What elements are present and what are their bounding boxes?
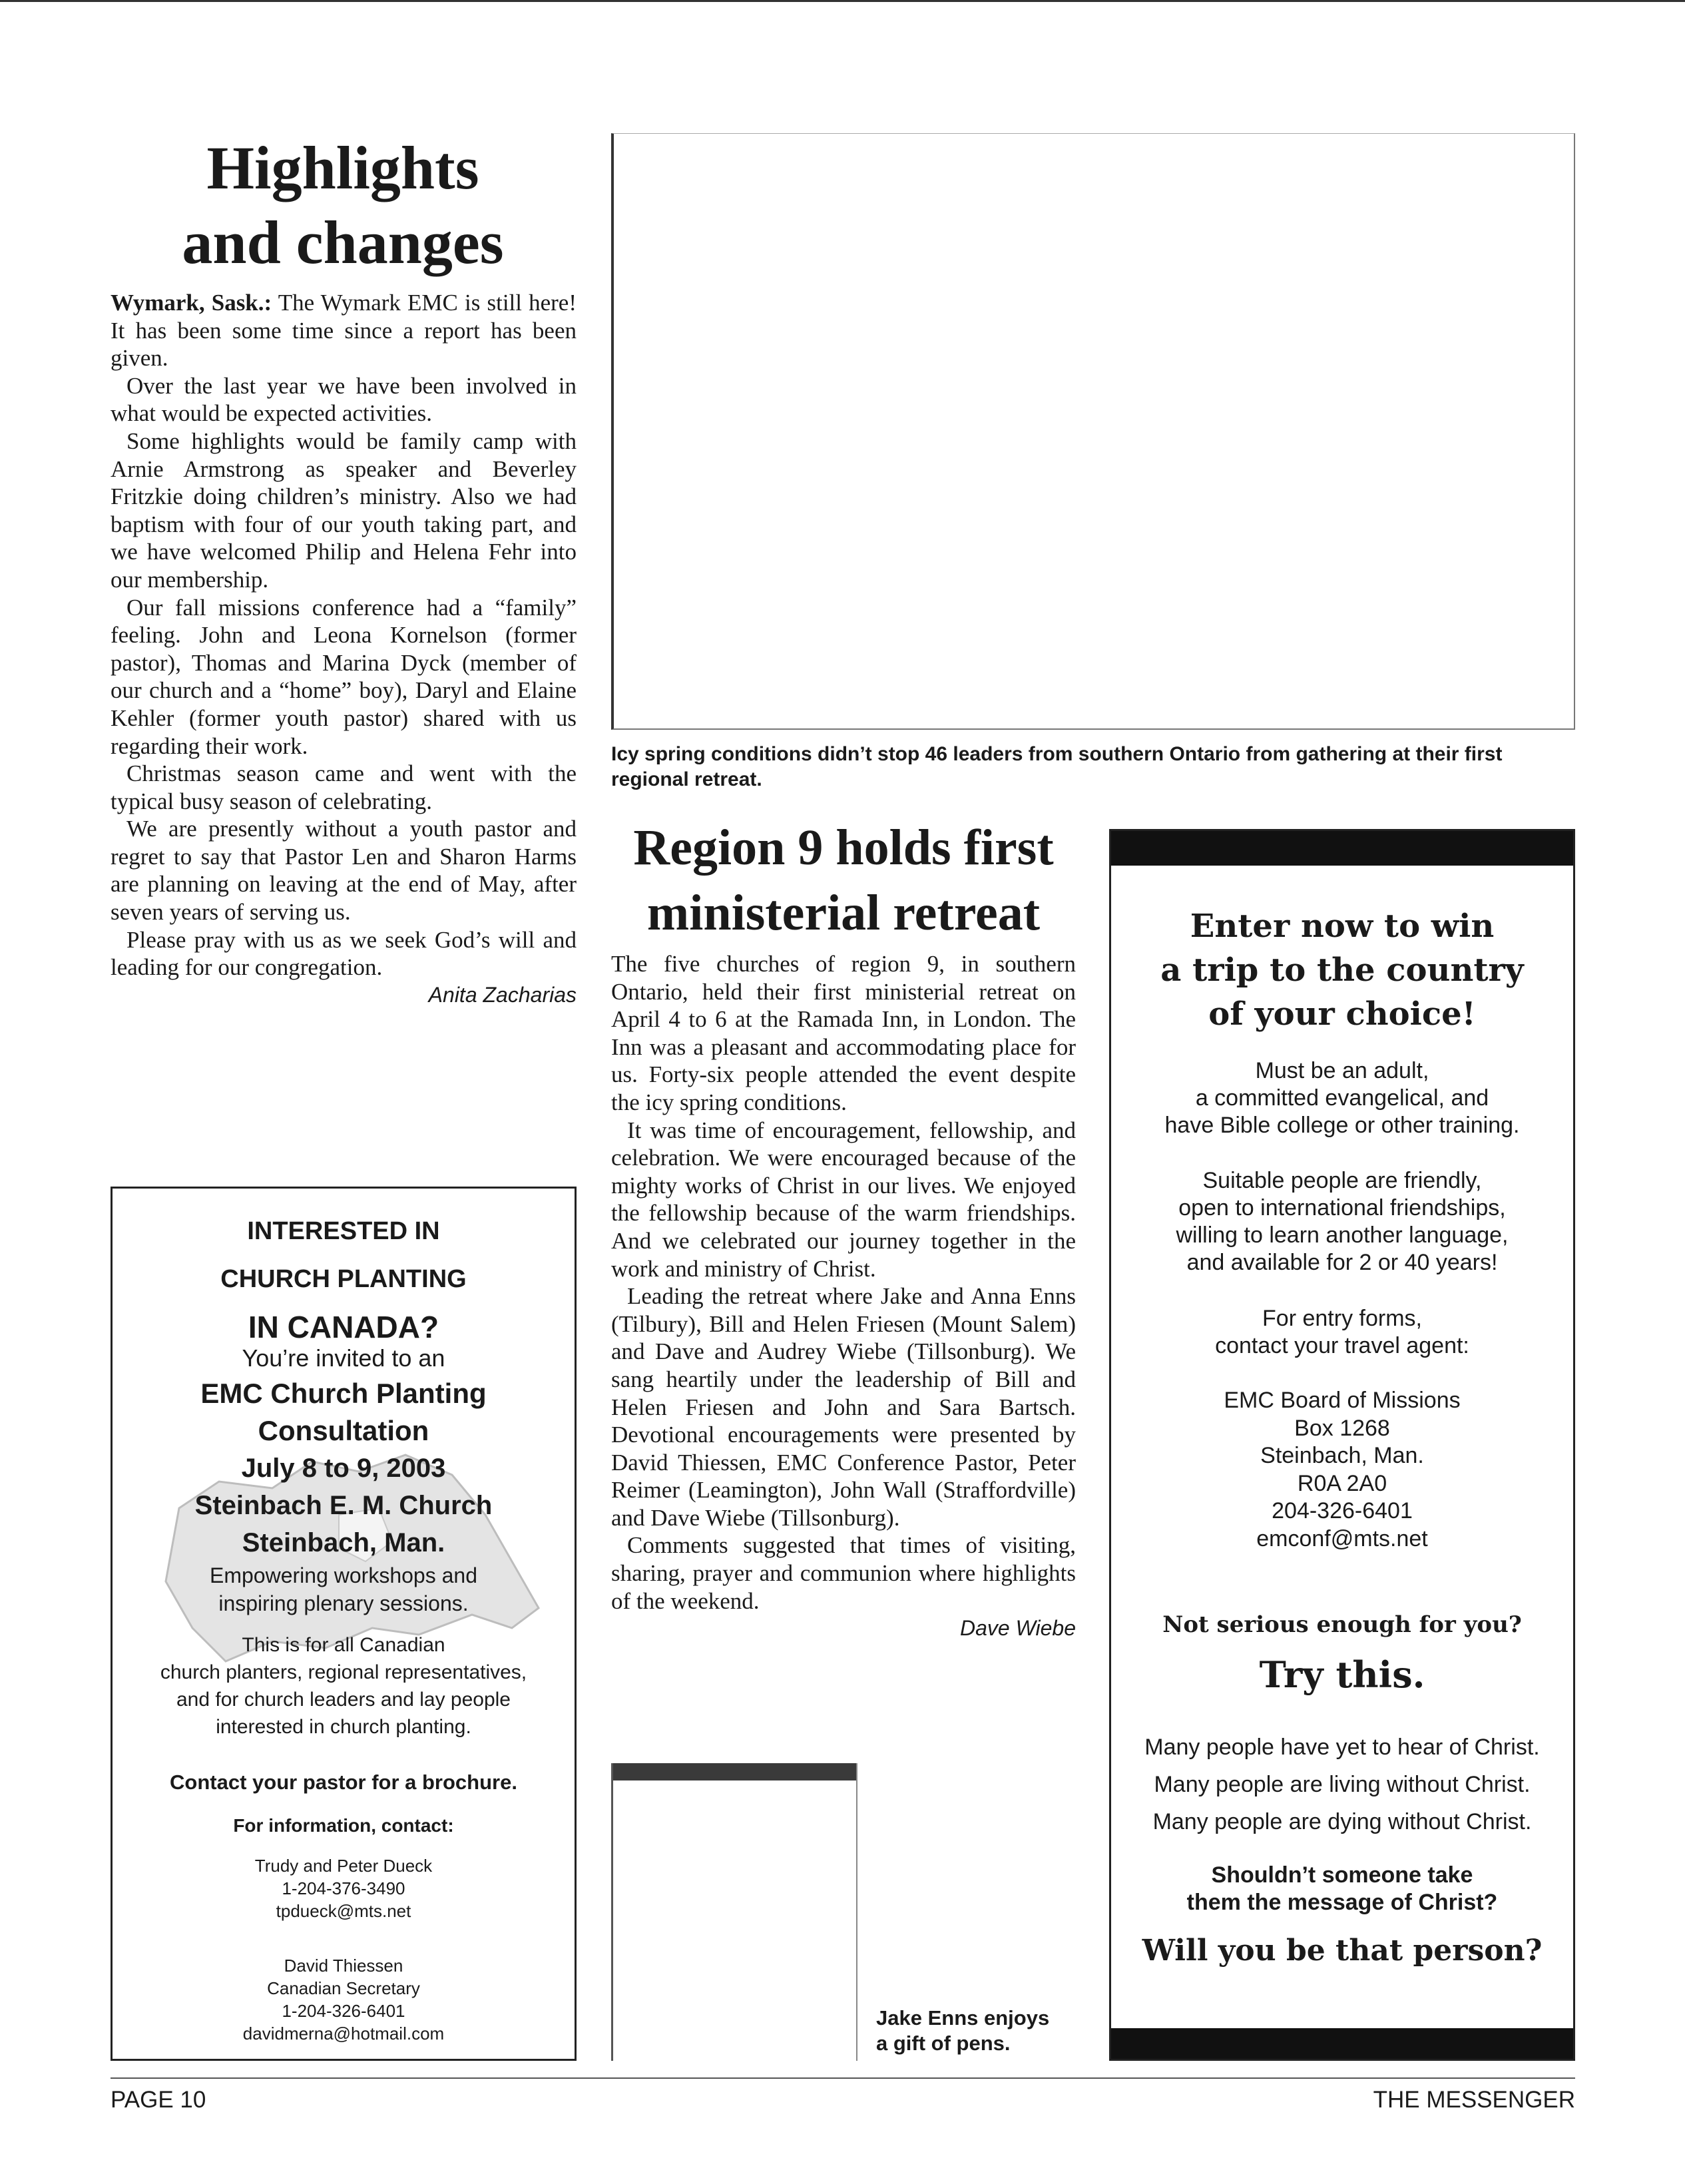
- region-headline-line2: ministerial retreat: [646, 885, 1041, 941]
- church-planting-ad: [111, 1187, 577, 2061]
- trip-address: EMC Board of Missions Box 1268 Steinbach, Man. R0A 2A0 204-326-6401 emconf@mts.net: [1224, 1388, 1461, 1551]
- trip-not-serious: Not serious enough for you?: [1162, 1611, 1522, 1638]
- trip-will-you: Will you be that person?: [1142, 1934, 1543, 1968]
- left-headline-line2: and changes: [182, 208, 504, 276]
- ad-heading-line1: INTERESTED IN: [247, 1217, 440, 1245]
- photo-caption: Icy spring conditions didn’t stop 46 leaders from southern Ontario from gathering at their first regional retreat.: [611, 743, 1503, 790]
- dateline: Wymark, Sask.:: [111, 290, 272, 316]
- ad-dates: July 8 to 9, 2003: [241, 1454, 446, 1483]
- trip-try-this: Try this.: [1259, 1653, 1425, 1696]
- ad-event-line2: Consultation: [258, 1415, 429, 1446]
- ad-event-block: [113, 1342, 575, 1617]
- region-paragraph: Comments suggested that times of visiting, sharing, prayer and communion where highlights of the weekend.: [611, 1532, 1076, 1614]
- trip-suitable: Suitable people are friendly, open to international friendships, willing to learn another language, and available for 2 or 40 years!: [1176, 1168, 1509, 1275]
- left-paragraph: Some highlights would be family camp with Arnie Armstrong as speaker and Beverley Fritzkie doing children’s ministry. Also we had baptism with four of our youth taking part, and we have welcomed Philip and Helena Fehr into our membership.: [111, 427, 577, 593]
- ad-venue-line1: Steinbach E. M. Church: [194, 1491, 493, 1520]
- region-headline-line1: Region 9 holds first: [633, 820, 1054, 876]
- left-paragraph: Over the last year we have been involved in what would be expected activities.: [111, 372, 577, 427]
- left-paragraph: Christmas season came and went with the typical busy season of celebrating.: [111, 760, 577, 814]
- ad-heading-line3: IN CANADA?: [248, 1310, 439, 1344]
- ad-audience: This is for all Canadian church planters, regional representatives, and for church leaders and lay people interested in church planting.: [160, 1634, 527, 1738]
- ad-heading-line2: CHURCH PLANTING: [220, 1265, 467, 1293]
- trip-many-people: Many people have yet to hear of Christ. Many people are living without Christ. Many people are dying without Christ.: [1144, 1735, 1540, 1834]
- ad-contact-2: David Thiessen Canadian Secretary 1-204-326-6401 davidmerna@hotmail.com: [242, 1956, 445, 2044]
- retreat-photo: [611, 133, 1575, 730]
- left-headline: [110, 131, 576, 280]
- left-paragraph: We are presently without a youth pastor and regret to say that Pastor Len and Sharon Harms are planning on leaving at the end of May, after seven years of serving us.: [111, 816, 577, 926]
- ad-contact-1: Trudy and Peter Dueck 1-204-376-3490 tpdueck@mts.net: [254, 1856, 433, 1921]
- jake-enns-caption: Jake Enns enjoys a gift of pens.: [876, 2006, 1050, 2055]
- ad-venue-line2: Steinbach, Man.: [242, 1528, 445, 1557]
- left-paragraph: Wymark, Sask.: The Wymark EMC is still here! It has been some time since a report has been given.: [111, 290, 577, 372]
- photo-top-bar: [613, 1763, 856, 1780]
- ad-tagline-line1: Empowering workshops and: [210, 1563, 477, 1587]
- trip-entry-forms: For entry forms, contact your travel agent:: [1215, 1306, 1469, 1358]
- trip-ad-top-bar: [1111, 831, 1573, 866]
- left-paragraph: Please pray with us as we seek God’s will and leading for our congregation.: [111, 926, 577, 981]
- region-paragraph: The five churches of region 9, in southern Ontario, held their first ministerial retreat on April 4 to 6 at the Ramada Inn, in London. The Inn was a pleasant and accommodating place for us. Forty-six people attended the event despite the icy spring conditions.: [611, 951, 1076, 1115]
- region-paragraph: Leading the retreat where Jake and Anna Enns (Tilbury), Bill and Helen Friesen (Mount Salem) and Dave and Audrey Wiebe (Tillsonburg). We sang heartily under the leadership of Bill and Helen Friesen and John and Sara Bartsch. Devotional encouragements were presented by David Thiessen, EMC Conference Pastor, Peter Reimer (Leamington), John Wall (Straffordville) and Dave Wiebe (Tillsonburg).: [611, 1283, 1076, 1531]
- trip-ad-bottom-bar: [1111, 2028, 1573, 2059]
- trip-requirements: Must be an adult, a committed evangelical, and have Bible college or other training.: [1164, 1058, 1520, 1138]
- trip-ad: [1109, 829, 1575, 2061]
- region-article-body: [611, 950, 1076, 1643]
- ad-heading: [113, 1207, 575, 1351]
- trip-shouldnt: Shouldn’t someone take them the message of Christ?: [1186, 1862, 1498, 1915]
- region-headline: [610, 815, 1077, 946]
- top-border: [0, 0, 1685, 2]
- footer-page-number: PAGE 10: [111, 2087, 206, 2113]
- region-byline: Dave Wiebe: [959, 1616, 1076, 1641]
- ad-info-label: For information, contact:: [233, 1815, 454, 1836]
- left-byline: Anita Zacharias: [428, 982, 577, 1007]
- left-article-body: [111, 289, 577, 1009]
- trip-title: Enter now to win a trip to the country of your choice!: [1160, 908, 1524, 1033]
- ad-invite: You’re invited to an: [242, 1344, 445, 1372]
- ad-tagline-line2: inspiring plenary sessions.: [218, 1591, 469, 1615]
- ad-brochure: Contact your pastor for a brochure.: [170, 1771, 517, 1794]
- jake-enns-photo: [611, 1763, 857, 2061]
- region-paragraph: It was time of encouragement, fellowship, and celebration. We were encouraged because of the mighty works of Christ in our lives. We enjoyed the fellowship because of the warm friendships. And we celebrated our journey together in the work and ministry of Christ.: [611, 1117, 1076, 1282]
- left-headline-line1: Highlights: [206, 134, 479, 202]
- footer-publication: THE MESSENGER: [1373, 2087, 1575, 2113]
- ad-event-line1: EMC Church Planting: [200, 1378, 487, 1409]
- left-paragraph: Our fall missions conference had a “family” feeling. John and Leona Kornelson (former pastor), Thomas and Marina Dyck (member of our church and a “home” boy), Daryl and Elaine Kehler (former youth pastor) shared with us regarding their work.: [111, 594, 577, 759]
- footer-rule: [111, 2077, 1575, 2079]
